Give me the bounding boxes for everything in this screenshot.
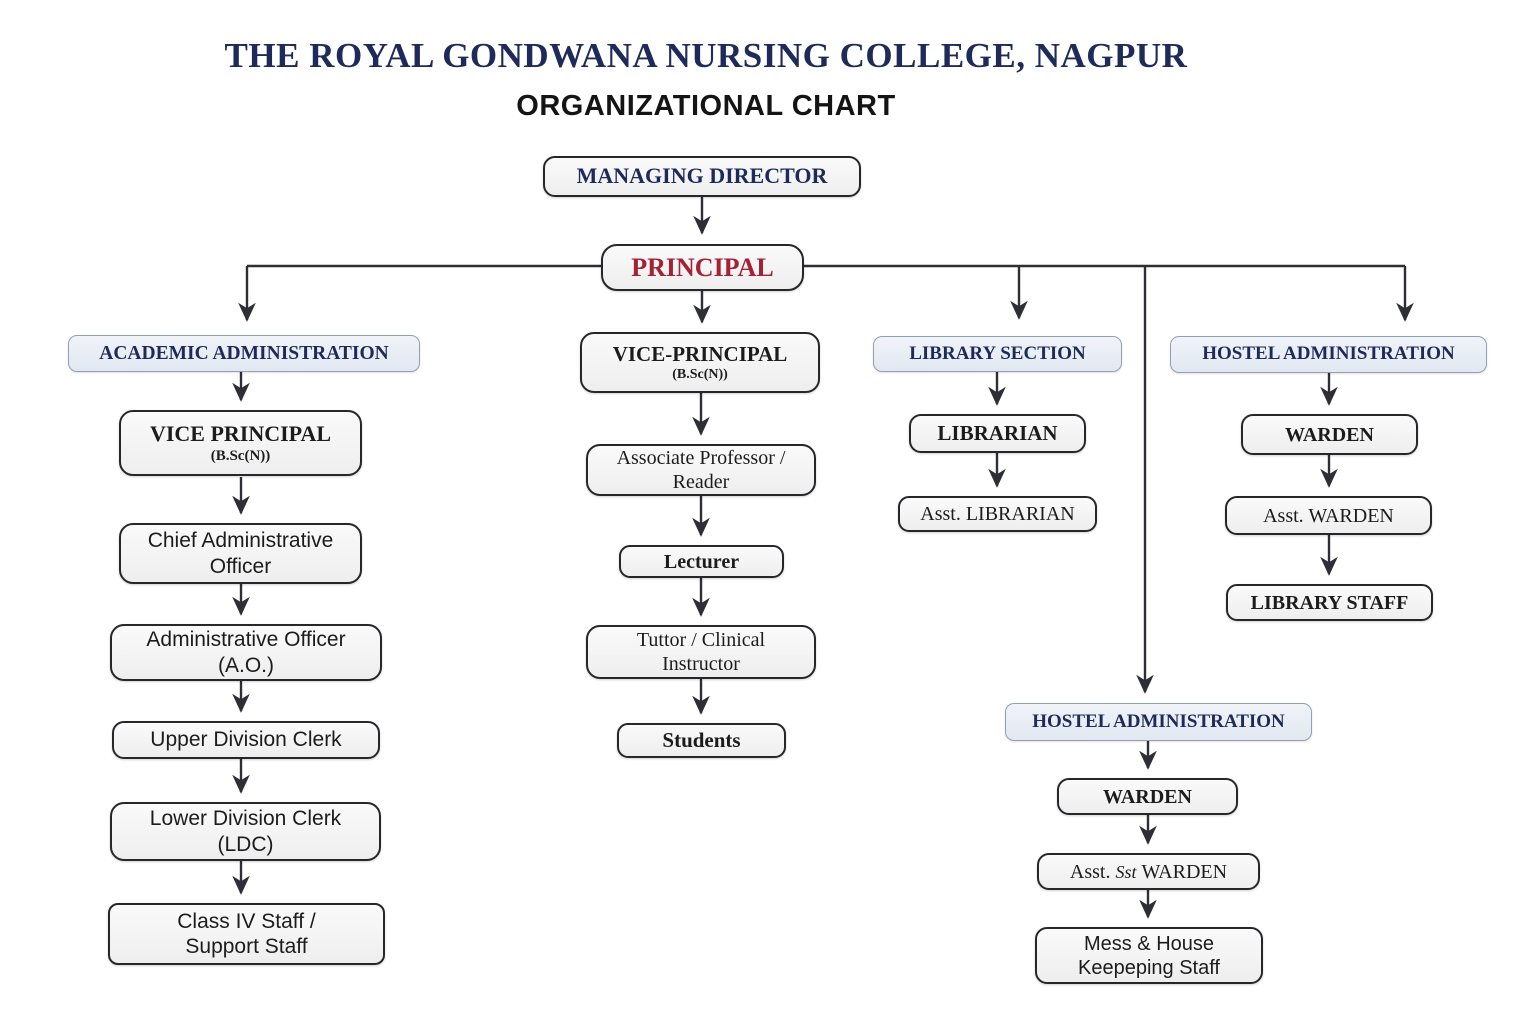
node-managing-director: MANAGING DIRECTOR: [543, 156, 861, 197]
node-asst-warden-right: Asst. WARDEN: [1225, 496, 1432, 535]
node-asst-librarian: Asst. LIBRARIAN: [898, 496, 1097, 532]
node-label: [1070, 860, 1227, 884]
node-label-line1: Class IV Staff /: [177, 909, 316, 933]
node-principal: PRINCIPAL: [601, 244, 804, 291]
node-hostel-administration-right: HOSTEL ADMINISTRATION: [1170, 336, 1487, 373]
node-hostel-administration-bottom: HOSTEL ADMINISTRATION: [1005, 703, 1312, 741]
asst-suffix: WARDEN: [1141, 860, 1228, 883]
node-label-line2: (LDC): [217, 832, 274, 856]
node-class-iv-staff: [108, 903, 385, 965]
node-label-line2: Officer: [209, 554, 272, 578]
node-tuttor-clinical: [586, 625, 816, 679]
node-label-line1: Associate Professor /: [616, 447, 786, 469]
chart-title: ORGANIZATIONAL CHART: [516, 90, 896, 122]
node-upper-division-clerk: Upper Division Clerk: [112, 721, 380, 759]
asst-italic: Sst: [1115, 861, 1137, 882]
node-label-line1: Administrative Officer: [146, 628, 346, 652]
node-label-line2: (A.O.): [218, 653, 274, 677]
node-vice-principal-left: [119, 410, 362, 476]
node-students: Students: [617, 723, 786, 758]
node-associate-professor: [586, 444, 816, 496]
node-label-line2: (B.Sc(N)): [672, 366, 728, 382]
node-academic-administration: ACADEMIC ADMINISTRATION: [68, 335, 420, 372]
node-warden-right: WARDEN: [1241, 414, 1418, 455]
node-label-line2: (B.Sc(N)): [210, 448, 271, 465]
node-label-line1: Lower Division Clerk: [149, 807, 342, 831]
node-lower-division-clerk: [110, 802, 381, 861]
node-label-line1: Tuttor / Clinical: [636, 629, 766, 651]
asst-prefix: Asst.: [1069, 860, 1111, 883]
node-warden-bottom: WARDEN: [1057, 778, 1238, 815]
node-library-section: LIBRARY SECTION: [873, 336, 1122, 372]
node-mess-housekeeping: [1035, 927, 1263, 984]
node-label-line2: Keepeping Staff: [1078, 956, 1220, 979]
node-chief-admin-officer: [119, 523, 362, 584]
node-vice-principal-center: [580, 332, 820, 393]
node-library-staff: LIBRARY STAFF: [1226, 584, 1433, 621]
node-label-line2: Reader: [672, 471, 730, 493]
node-label-line1: Mess & House: [1083, 932, 1215, 955]
node-lecturer: Lecturer: [619, 545, 784, 578]
college-title: THE ROYAL GONDWANA NURSING COLLEGE, NAGPUR: [224, 36, 1188, 75]
node-admin-officer: [110, 624, 382, 681]
node-label-line1: VICE-PRINCIPAL: [612, 341, 788, 366]
node-label-line1: VICE PRINCIPAL: [149, 420, 332, 446]
node-librarian: LIBRARIAN: [909, 414, 1086, 453]
node-label-line1: Chief Administrative: [147, 529, 334, 553]
node-asst-sst-warden: [1037, 853, 1260, 890]
node-label-line2: Support Staff: [185, 935, 308, 958]
node-label-line2: Instructor: [662, 653, 740, 675]
